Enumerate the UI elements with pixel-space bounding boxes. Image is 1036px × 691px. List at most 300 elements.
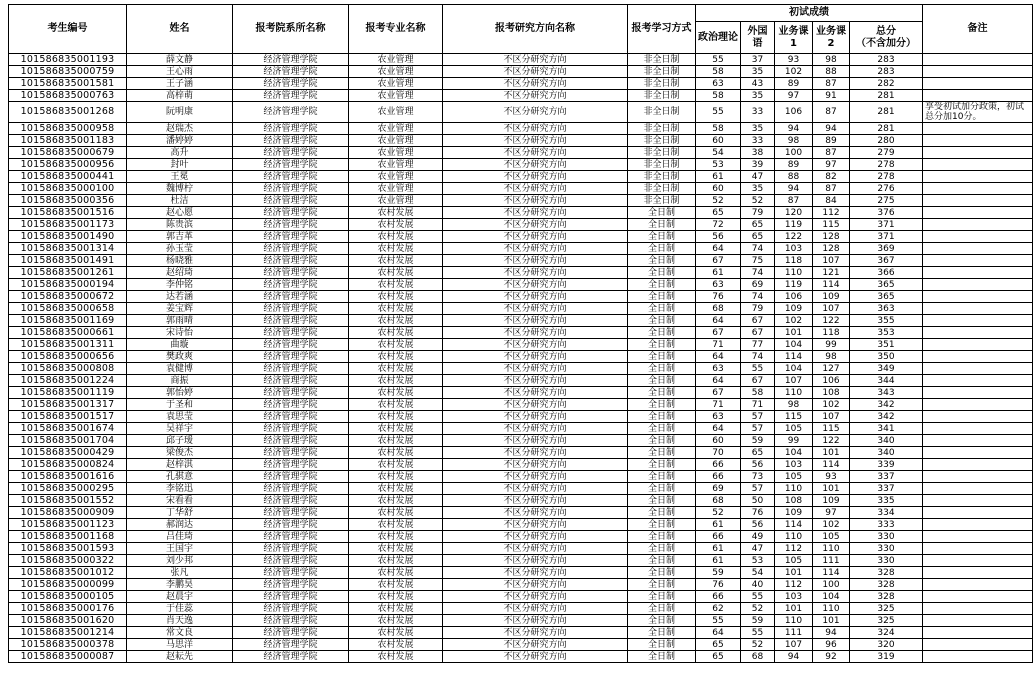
header-direction: 报考研究方向名称 xyxy=(443,5,628,54)
cell-total-score: 367 xyxy=(850,255,923,267)
cell-direction: 不区分研究方向 xyxy=(443,363,628,375)
cell-department: 经济管理学院 xyxy=(233,90,349,102)
cell-name: 宋看看 xyxy=(127,495,233,507)
table-row xyxy=(9,507,1033,519)
cell-course2-score: 87 xyxy=(813,78,850,90)
cell-study-mode: 全日制 xyxy=(628,207,696,219)
cell-course2-score: 100 xyxy=(813,579,850,591)
table-row xyxy=(9,135,1033,147)
cell-course2-score: 92 xyxy=(813,651,850,663)
cell-total-score: 283 xyxy=(850,54,923,66)
cell-total-score: 341 xyxy=(850,423,923,435)
cell-course1-score: 106 xyxy=(775,102,813,123)
cell-course2-score: 109 xyxy=(813,495,850,507)
cell-department: 经济管理学院 xyxy=(233,147,349,159)
cell-study-mode: 全日制 xyxy=(628,303,696,315)
cell-course1-score: 120 xyxy=(775,207,813,219)
table-row xyxy=(9,78,1033,90)
cell-study-mode: 全日制 xyxy=(628,231,696,243)
cell-major: 农村发展 xyxy=(349,495,443,507)
cell-course2-score: 108 xyxy=(813,387,850,399)
cell-remark xyxy=(923,423,1033,435)
cell-politics-score: 66 xyxy=(696,471,741,483)
cell-total-score: 325 xyxy=(850,615,923,627)
cell-candidate-id: 101586835001311 xyxy=(9,339,127,351)
cell-study-mode: 非全日制 xyxy=(628,183,696,195)
cell-department: 经济管理学院 xyxy=(233,255,349,267)
cell-course2-score: 127 xyxy=(813,363,850,375)
cell-name: 高升 xyxy=(127,147,233,159)
cell-course2-score: 115 xyxy=(813,219,850,231)
cell-politics-score: 76 xyxy=(696,291,741,303)
cell-course2-score: 94 xyxy=(813,123,850,135)
cell-course1-score: 94 xyxy=(775,651,813,663)
cell-department: 经济管理学院 xyxy=(233,195,349,207)
cell-name: 孙玉莹 xyxy=(127,243,233,255)
cell-total-score: 371 xyxy=(850,231,923,243)
cell-candidate-id: 101586835001123 xyxy=(9,519,127,531)
cell-major: 农业管理 xyxy=(349,195,443,207)
cell-candidate-id: 101586835000100 xyxy=(9,183,127,195)
cell-foreign-language-score: 74 xyxy=(741,351,775,363)
cell-remark xyxy=(923,495,1033,507)
cell-course1-score: 98 xyxy=(775,399,813,411)
cell-foreign-language-score: 43 xyxy=(741,78,775,90)
cell-remark xyxy=(923,231,1033,243)
cell-candidate-id: 101586835001268 xyxy=(9,102,127,123)
cell-course1-score: 103 xyxy=(775,591,813,603)
cell-name: 陈贵滨 xyxy=(127,219,233,231)
cell-department: 经济管理学院 xyxy=(233,267,349,279)
cell-study-mode: 非全日制 xyxy=(628,135,696,147)
cell-course2-score: 82 xyxy=(813,171,850,183)
cell-course1-score: 100 xyxy=(775,147,813,159)
header-politics-score: 政治理论 xyxy=(696,22,741,54)
table-row xyxy=(9,159,1033,171)
cell-course1-score: 104 xyxy=(775,339,813,351)
cell-department: 经济管理学院 xyxy=(233,279,349,291)
cell-course1-score: 114 xyxy=(775,519,813,531)
cell-department: 经济管理学院 xyxy=(233,507,349,519)
cell-course1-score: 110 xyxy=(775,615,813,627)
table-row xyxy=(9,627,1033,639)
cell-study-mode: 非全日制 xyxy=(628,171,696,183)
cell-candidate-id: 101586835001516 xyxy=(9,207,127,219)
cell-politics-score: 64 xyxy=(696,315,741,327)
cell-department: 经济管理学院 xyxy=(233,54,349,66)
cell-department: 经济管理学院 xyxy=(233,483,349,495)
cell-course2-score: 111 xyxy=(813,555,850,567)
cell-direction: 不区分研究方向 xyxy=(443,267,628,279)
cell-direction: 不区分研究方向 xyxy=(443,147,628,159)
cell-study-mode: 全日制 xyxy=(628,603,696,615)
cell-politics-score: 64 xyxy=(696,375,741,387)
cell-course1-score: 94 xyxy=(775,183,813,195)
cell-major: 农村发展 xyxy=(349,639,443,651)
cell-name: 商振 xyxy=(127,375,233,387)
cell-candidate-id: 101586835001119 xyxy=(9,387,127,399)
cell-remark xyxy=(923,591,1033,603)
cell-course2-score: 109 xyxy=(813,291,850,303)
cell-direction: 不区分研究方向 xyxy=(443,255,628,267)
cell-remark xyxy=(923,291,1033,303)
cell-total-score: 283 xyxy=(850,66,923,78)
cell-course1-score: 105 xyxy=(775,471,813,483)
cell-course2-score: 107 xyxy=(813,255,850,267)
cell-direction: 不区分研究方向 xyxy=(443,339,628,351)
cell-total-score: 369 xyxy=(850,243,923,255)
cell-major: 农业管理 xyxy=(349,78,443,90)
cell-politics-score: 55 xyxy=(696,102,741,123)
cell-name: 达若涵 xyxy=(127,291,233,303)
cell-foreign-language-score: 35 xyxy=(741,123,775,135)
cell-total-score: 328 xyxy=(850,567,923,579)
cell-name: 赵心愿 xyxy=(127,207,233,219)
table-row xyxy=(9,279,1033,291)
cell-total-score: 365 xyxy=(850,291,923,303)
cell-remark xyxy=(923,651,1033,663)
header-major: 报考专业名称 xyxy=(349,5,443,54)
cell-major: 农村发展 xyxy=(349,231,443,243)
cell-politics-score: 54 xyxy=(696,147,741,159)
cell-candidate-id: 101586835001317 xyxy=(9,399,127,411)
table-row xyxy=(9,339,1033,351)
cell-foreign-language-score: 35 xyxy=(741,183,775,195)
cell-total-score: 376 xyxy=(850,207,923,219)
cell-course1-score: 114 xyxy=(775,351,813,363)
cell-direction: 不区分研究方向 xyxy=(443,579,628,591)
cell-course2-score: 114 xyxy=(813,567,850,579)
cell-remark: 享受初试加分政策，初试总分加10分。 xyxy=(923,102,1033,123)
cell-remark xyxy=(923,255,1033,267)
cell-name: 潘婷婷 xyxy=(127,135,233,147)
table-row xyxy=(9,531,1033,543)
cell-total-score: 337 xyxy=(850,483,923,495)
cell-study-mode: 全日制 xyxy=(628,579,696,591)
table-row xyxy=(9,183,1033,195)
cell-department: 经济管理学院 xyxy=(233,363,349,375)
cell-total-score: 325 xyxy=(850,603,923,615)
cell-direction: 不区分研究方向 xyxy=(443,375,628,387)
cell-course2-score: 101 xyxy=(813,483,850,495)
cell-direction: 不区分研究方向 xyxy=(443,315,628,327)
cell-foreign-language-score: 33 xyxy=(741,135,775,147)
cell-remark xyxy=(923,135,1033,147)
cell-course1-score: 109 xyxy=(775,303,813,315)
cell-course1-score: 105 xyxy=(775,423,813,435)
cell-direction: 不区分研究方向 xyxy=(443,447,628,459)
header-total-score xyxy=(850,22,923,54)
cell-candidate-id: 101586835001314 xyxy=(9,243,127,255)
cell-direction: 不区分研究方向 xyxy=(443,123,628,135)
cell-candidate-id: 101586835000958 xyxy=(9,123,127,135)
cell-name: 孔骐意 xyxy=(127,471,233,483)
cell-politics-score: 69 xyxy=(696,483,741,495)
cell-major: 农村发展 xyxy=(349,555,443,567)
cell-major: 农村发展 xyxy=(349,591,443,603)
cell-total-score: 281 xyxy=(850,102,923,123)
cell-politics-score: 68 xyxy=(696,303,741,315)
cell-major: 农村发展 xyxy=(349,651,443,663)
table-row xyxy=(9,171,1033,183)
cell-course1-score: 106 xyxy=(775,291,813,303)
cell-candidate-id: 101586835000656 xyxy=(9,351,127,363)
cell-remark xyxy=(923,411,1033,423)
cell-major: 农村发展 xyxy=(349,507,443,519)
cell-department: 经济管理学院 xyxy=(233,123,349,135)
cell-remark xyxy=(923,327,1033,339)
header-candidate-id: 考生编号 xyxy=(9,5,127,54)
cell-name: 刘少邦 xyxy=(127,555,233,567)
cell-name: 郭吉革 xyxy=(127,231,233,243)
cell-course1-score: 112 xyxy=(775,579,813,591)
cell-foreign-language-score: 35 xyxy=(741,90,775,102)
cell-name: 马思洋 xyxy=(127,639,233,651)
cell-direction: 不区分研究方向 xyxy=(443,471,628,483)
cell-candidate-id: 101586835001173 xyxy=(9,219,127,231)
cell-total-score: 340 xyxy=(850,435,923,447)
cell-foreign-language-score: 39 xyxy=(741,159,775,171)
cell-department: 经济管理学院 xyxy=(233,567,349,579)
cell-politics-score: 66 xyxy=(696,591,741,603)
cell-major: 农业管理 xyxy=(349,123,443,135)
cell-study-mode: 全日制 xyxy=(628,543,696,555)
cell-department: 经济管理学院 xyxy=(233,591,349,603)
cell-name: 袁健博 xyxy=(127,363,233,375)
cell-foreign-language-score: 74 xyxy=(741,243,775,255)
table-row xyxy=(9,375,1033,387)
cell-foreign-language-score: 58 xyxy=(741,387,775,399)
cell-politics-score: 55 xyxy=(696,54,741,66)
results-table-body xyxy=(9,54,1033,663)
cell-candidate-id: 101586835000099 xyxy=(9,579,127,591)
cell-politics-score: 76 xyxy=(696,579,741,591)
cell-major: 农村发展 xyxy=(349,531,443,543)
cell-foreign-language-score: 47 xyxy=(741,543,775,555)
cell-politics-score: 63 xyxy=(696,411,741,423)
cell-name: 李铭迅 xyxy=(127,483,233,495)
header-course2-score: 业务课2 xyxy=(813,22,850,54)
cell-course2-score: 87 xyxy=(813,147,850,159)
cell-direction: 不区分研究方向 xyxy=(443,66,628,78)
cell-remark xyxy=(923,279,1033,291)
cell-foreign-language-score: 75 xyxy=(741,255,775,267)
cell-foreign-language-score: 35 xyxy=(741,66,775,78)
cell-foreign-language-score: 49 xyxy=(741,531,775,543)
cell-department: 经济管理学院 xyxy=(233,651,349,663)
cell-course2-score: 101 xyxy=(813,447,850,459)
cell-total-score: 278 xyxy=(850,171,923,183)
cell-department: 经济管理学院 xyxy=(233,639,349,651)
cell-direction: 不区分研究方向 xyxy=(443,90,628,102)
table-row xyxy=(9,54,1033,66)
cell-course1-score: 89 xyxy=(775,78,813,90)
cell-foreign-language-score: 77 xyxy=(741,339,775,351)
cell-name: 魏博柠 xyxy=(127,183,233,195)
cell-foreign-language-score: 56 xyxy=(741,519,775,531)
cell-name: 袁思莹 xyxy=(127,411,233,423)
cell-remark xyxy=(923,555,1033,567)
cell-foreign-language-score: 74 xyxy=(741,267,775,279)
cell-department: 经济管理学院 xyxy=(233,207,349,219)
cell-study-mode: 全日制 xyxy=(628,243,696,255)
cell-course1-score: 105 xyxy=(775,555,813,567)
cell-major: 农村发展 xyxy=(349,483,443,495)
table-row xyxy=(9,231,1033,243)
cell-direction: 不区分研究方向 xyxy=(443,627,628,639)
cell-department: 经济管理学院 xyxy=(233,78,349,90)
cell-study-mode: 全日制 xyxy=(628,591,696,603)
table-row xyxy=(9,102,1033,123)
cell-foreign-language-score: 68 xyxy=(741,651,775,663)
cell-course2-score: 112 xyxy=(813,207,850,219)
cell-name: 薛文静 xyxy=(127,54,233,66)
table-row xyxy=(9,579,1033,591)
cell-direction: 不区分研究方向 xyxy=(443,399,628,411)
table-row xyxy=(9,471,1033,483)
cell-department: 经济管理学院 xyxy=(233,447,349,459)
cell-politics-score: 64 xyxy=(696,243,741,255)
table-row xyxy=(9,219,1033,231)
cell-major: 农村发展 xyxy=(349,219,443,231)
cell-name: 于佳蕊 xyxy=(127,603,233,615)
cell-politics-score: 66 xyxy=(696,531,741,543)
cell-course2-score: 97 xyxy=(813,507,850,519)
cell-course2-score: 122 xyxy=(813,315,850,327)
cell-total-score: 335 xyxy=(850,495,923,507)
cell-name: 樊政爽 xyxy=(127,351,233,363)
cell-total-score: 324 xyxy=(850,627,923,639)
cell-foreign-language-score: 59 xyxy=(741,435,775,447)
cell-study-mode: 全日制 xyxy=(628,567,696,579)
cell-remark xyxy=(923,171,1033,183)
cell-direction: 不区分研究方向 xyxy=(443,435,628,447)
cell-study-mode: 全日制 xyxy=(628,471,696,483)
cell-direction: 不区分研究方向 xyxy=(443,567,628,579)
cell-candidate-id: 101586835000956 xyxy=(9,159,127,171)
cell-study-mode: 全日制 xyxy=(628,255,696,267)
cell-politics-score: 56 xyxy=(696,231,741,243)
cell-politics-score: 65 xyxy=(696,639,741,651)
cell-total-score: 281 xyxy=(850,123,923,135)
cell-department: 经济管理学院 xyxy=(233,531,349,543)
cell-course1-score: 103 xyxy=(775,459,813,471)
cell-politics-score: 61 xyxy=(696,519,741,531)
cell-total-score: 371 xyxy=(850,219,923,231)
cell-politics-score: 53 xyxy=(696,159,741,171)
cell-study-mode: 非全日制 xyxy=(628,78,696,90)
cell-major: 农村发展 xyxy=(349,279,443,291)
cell-direction: 不区分研究方向 xyxy=(443,591,628,603)
cell-foreign-language-score: 55 xyxy=(741,591,775,603)
cell-course1-score: 118 xyxy=(775,255,813,267)
cell-department: 经济管理学院 xyxy=(233,579,349,591)
cell-name: 杜洁 xyxy=(127,195,233,207)
cell-study-mode: 非全日制 xyxy=(628,90,696,102)
cell-politics-score: 64 xyxy=(696,423,741,435)
cell-politics-score: 67 xyxy=(696,387,741,399)
table-row xyxy=(9,399,1033,411)
cell-remark xyxy=(923,579,1033,591)
cell-department: 经济管理学院 xyxy=(233,171,349,183)
cell-department: 经济管理学院 xyxy=(233,243,349,255)
cell-politics-score: 62 xyxy=(696,603,741,615)
table-row xyxy=(9,387,1033,399)
cell-direction: 不区分研究方向 xyxy=(443,411,628,423)
cell-study-mode: 全日制 xyxy=(628,435,696,447)
cell-politics-score: 58 xyxy=(696,66,741,78)
cell-candidate-id: 101586835001581 xyxy=(9,78,127,90)
results-table xyxy=(8,4,1033,663)
cell-department: 经济管理学院 xyxy=(233,411,349,423)
cell-name: 封叶 xyxy=(127,159,233,171)
cell-politics-score: 61 xyxy=(696,555,741,567)
cell-department: 经济管理学院 xyxy=(233,543,349,555)
cell-total-score: 330 xyxy=(850,555,923,567)
cell-course2-score: 88 xyxy=(813,66,850,78)
cell-course2-score: 107 xyxy=(813,411,850,423)
cell-candidate-id: 101586835001593 xyxy=(9,543,127,555)
cell-remark xyxy=(923,123,1033,135)
cell-foreign-language-score: 71 xyxy=(741,399,775,411)
cell-foreign-language-score: 37 xyxy=(741,54,775,66)
cell-department: 经济管理学院 xyxy=(233,615,349,627)
cell-foreign-language-score: 67 xyxy=(741,375,775,387)
cell-department: 经济管理学院 xyxy=(233,555,349,567)
cell-course1-score: 115 xyxy=(775,411,813,423)
cell-course1-score: 101 xyxy=(775,327,813,339)
cell-remark xyxy=(923,303,1033,315)
cell-politics-score: 52 xyxy=(696,507,741,519)
cell-name: 于圣和 xyxy=(127,399,233,411)
cell-total-score: 328 xyxy=(850,591,923,603)
cell-foreign-language-score: 57 xyxy=(741,411,775,423)
cell-foreign-language-score: 59 xyxy=(741,615,775,627)
cell-remark xyxy=(923,627,1033,639)
cell-name: 赵晨宇 xyxy=(127,591,233,603)
cell-remark xyxy=(923,387,1033,399)
cell-direction: 不区分研究方向 xyxy=(443,519,628,531)
cell-candidate-id: 101586835001168 xyxy=(9,531,127,543)
cell-department: 经济管理学院 xyxy=(233,459,349,471)
cell-candidate-id: 101586835000763 xyxy=(9,90,127,102)
cell-candidate-id: 101586835000658 xyxy=(9,303,127,315)
table-row xyxy=(9,543,1033,555)
table-row xyxy=(9,639,1033,651)
cell-total-score: 350 xyxy=(850,351,923,363)
cell-major: 农村发展 xyxy=(349,471,443,483)
cell-major: 农村发展 xyxy=(349,567,443,579)
cell-direction: 不区分研究方向 xyxy=(443,423,628,435)
cell-department: 经济管理学院 xyxy=(233,159,349,171)
cell-remark xyxy=(923,507,1033,519)
cell-direction: 不区分研究方向 xyxy=(443,195,628,207)
cell-foreign-language-score: 65 xyxy=(741,231,775,243)
cell-candidate-id: 101586835000759 xyxy=(9,66,127,78)
cell-direction: 不区分研究方向 xyxy=(443,243,628,255)
cell-politics-score: 66 xyxy=(696,459,741,471)
cell-politics-score: 60 xyxy=(696,183,741,195)
cell-study-mode: 非全日制 xyxy=(628,102,696,123)
cell-major: 农业管理 xyxy=(349,54,443,66)
cell-name: 肖天逸 xyxy=(127,615,233,627)
cell-politics-score: 70 xyxy=(696,447,741,459)
cell-candidate-id: 101586835000356 xyxy=(9,195,127,207)
cell-candidate-id: 101586835001169 xyxy=(9,315,127,327)
cell-candidate-id: 101586835001490 xyxy=(9,231,127,243)
cell-total-score: 366 xyxy=(850,267,923,279)
cell-name: 阮明康 xyxy=(127,102,233,123)
